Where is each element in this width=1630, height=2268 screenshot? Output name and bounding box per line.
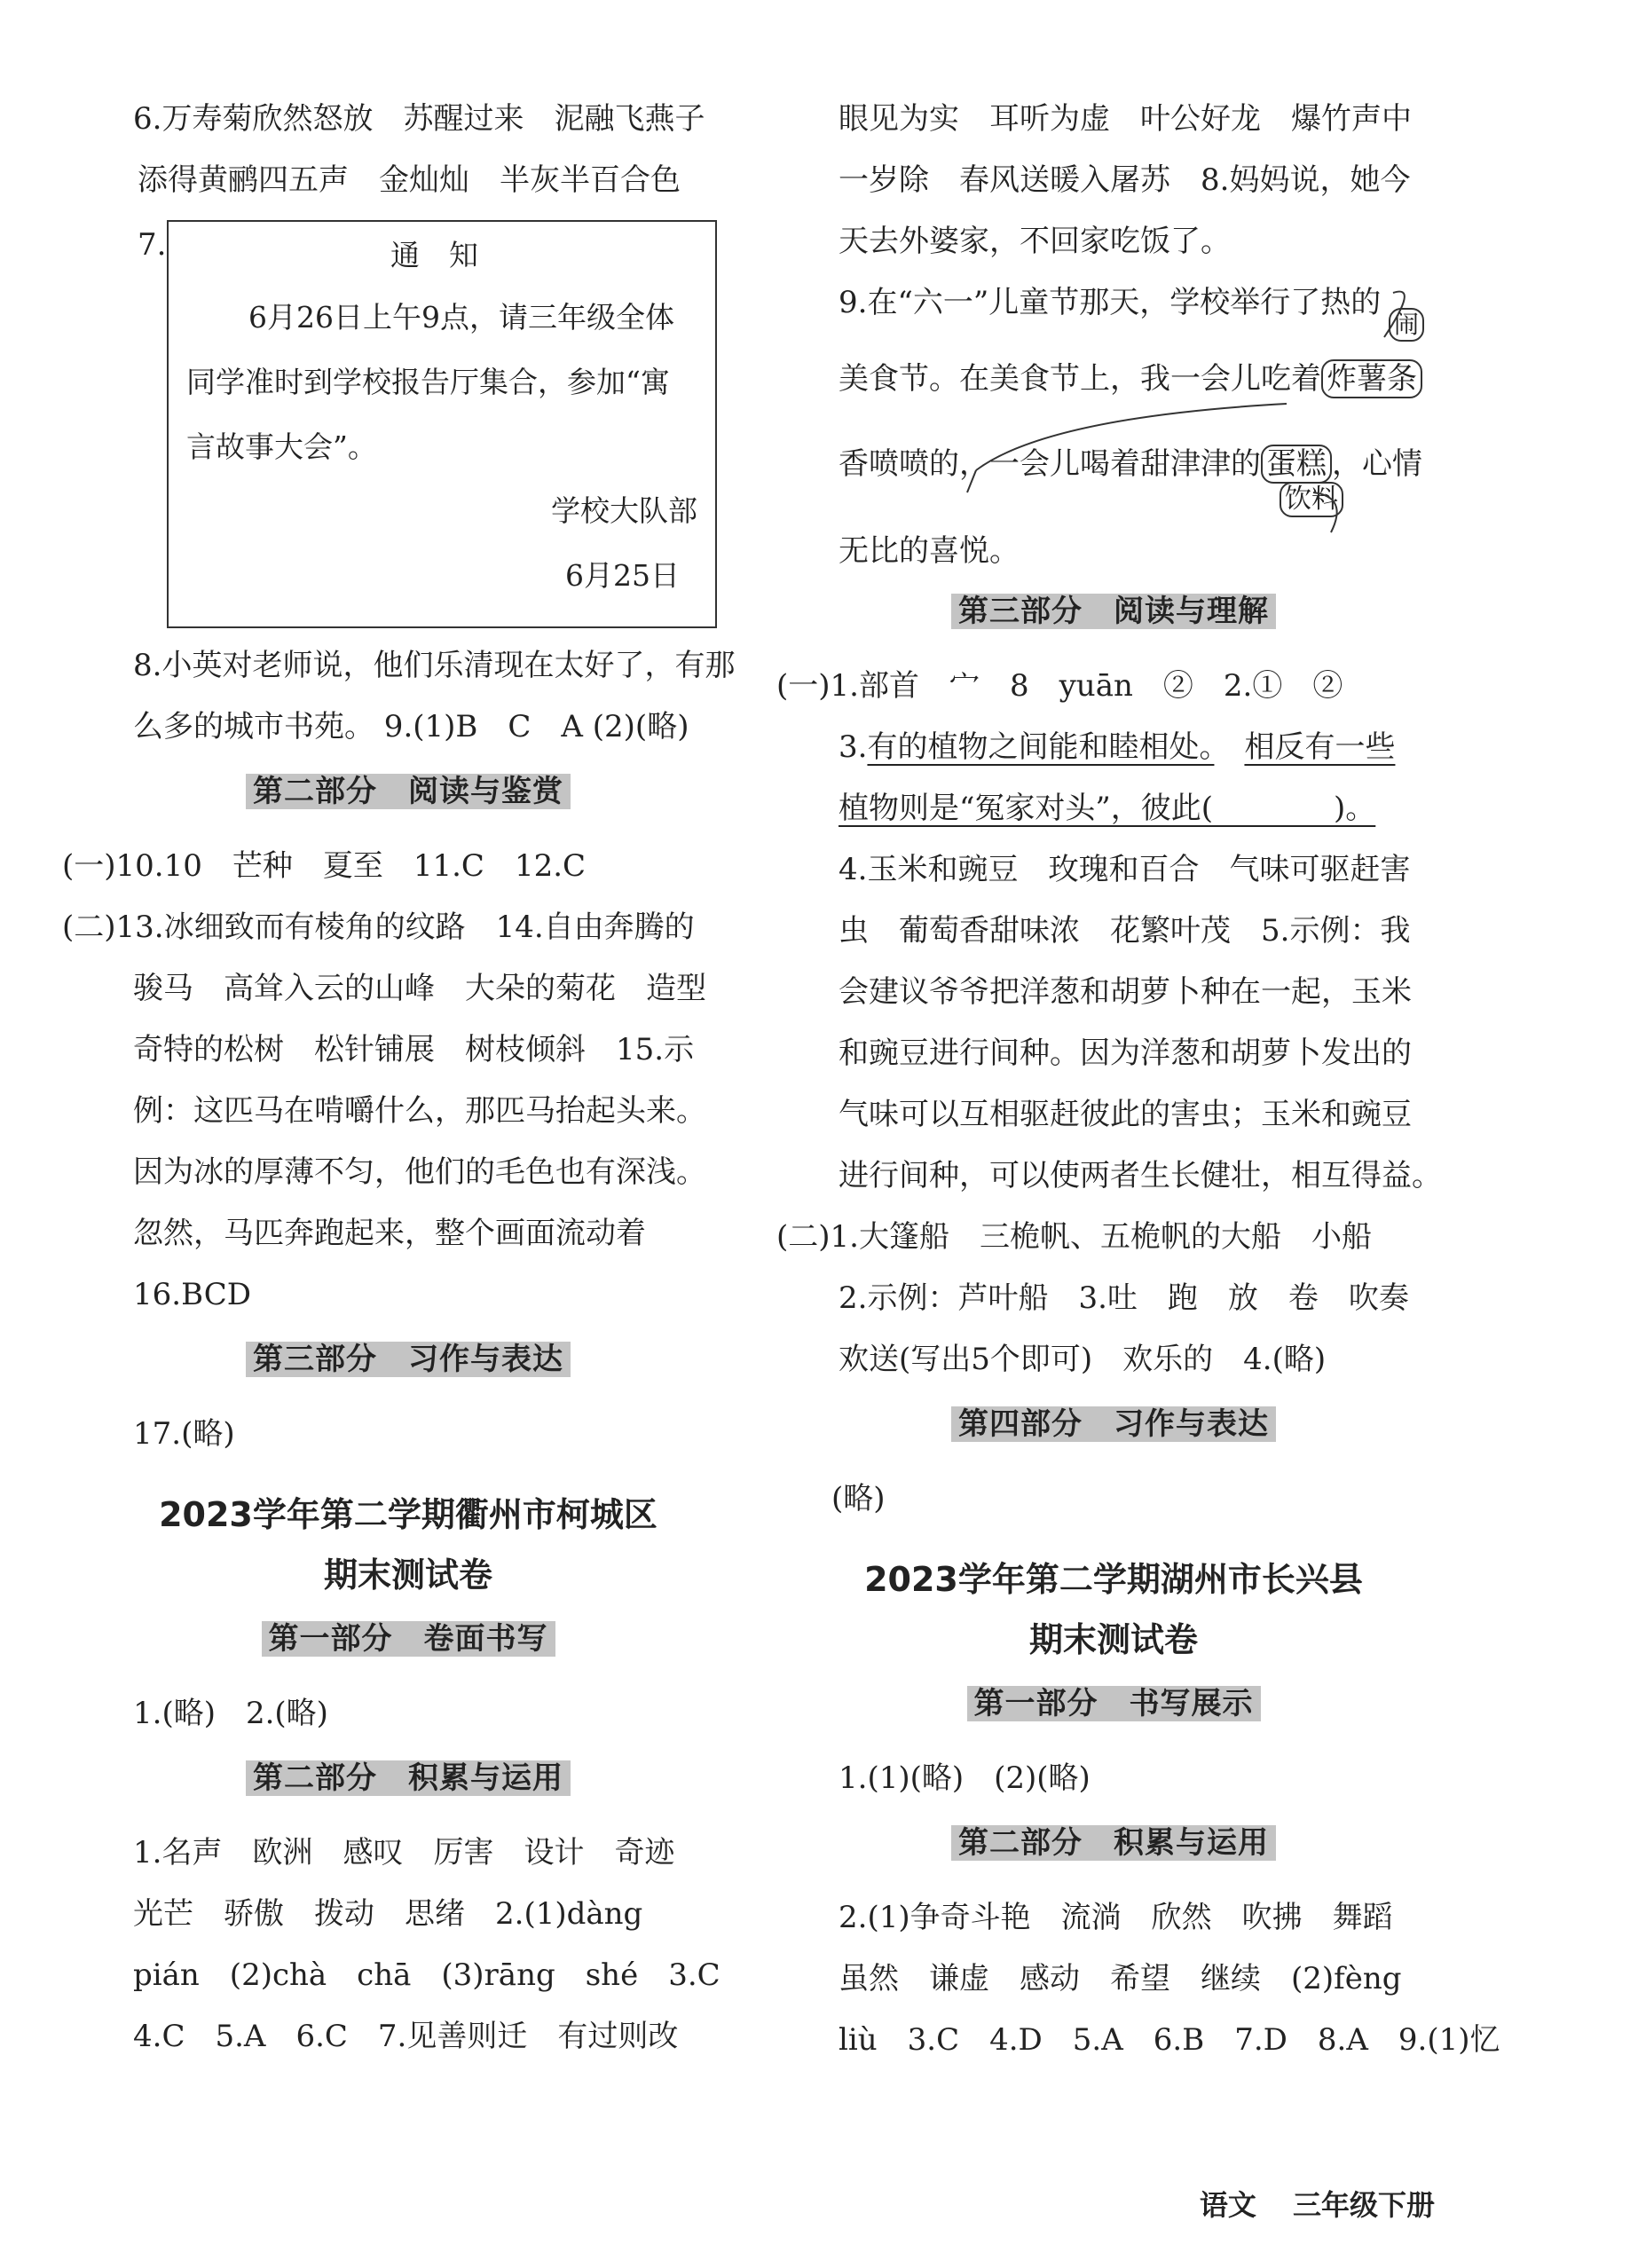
answer-line: 1.(1)(略) (2)(略) [839, 1760, 1091, 1796]
answer-line: 天去外婆家，不回家吃饭了。 [839, 224, 1231, 259]
answer-line: 例：这匹马在啃嚼什么，那匹马抬起头来。 [133, 1093, 706, 1129]
answer-line: 添得黄鹂四五声 金灿灿 半灰半百合色 [138, 162, 681, 198]
exam-title: 期末测试卷 [1028, 1620, 1198, 1659]
answer-text: ，心情 [1332, 446, 1422, 482]
footer-grade: 三年级下册 [1292, 2188, 1435, 2222]
exam-title: 2023学年第二学期湖州市长兴县 [864, 1560, 1363, 1599]
answer-line: 气味可以互相驱赶彼此的害虫；玉米和豌豆 [839, 1097, 1412, 1132]
answer-line: 1.(略) 2.(略) [133, 1696, 328, 1731]
answer-line: 17.(略) [133, 1416, 235, 1452]
section-heading: 第二部分 积累与运用 [62, 1750, 754, 1817]
page-footer [1173, 2183, 1435, 2224]
notice-date: 6月25日 [565, 558, 680, 593]
section-heading: 第三部分 习作与表达 [62, 1331, 754, 1398]
underlined-answer: 植物则是“冤家对头”，彼此( )。 [839, 791, 1376, 826]
answer-line: 虫 葡萄香甜味浓 花繁叶茂 5.示例：我 [839, 913, 1411, 949]
exam-title: 期末测试卷 [323, 1555, 492, 1595]
answer-line: 8.小英对老师说，他们乐清现在太好了，有那 [133, 648, 736, 683]
answer-line: 和豌豆进行间种。因为洋葱和胡萝卜发出的 [839, 1036, 1412, 1071]
answer-line: 虽然 谦虚 感动 希望 继续 (2)fèng [839, 1961, 1402, 1996]
answer-line: 1.名声 欧洲 感叹 厉害 设计 奇迹 [133, 1835, 675, 1870]
question-number: 7. [138, 227, 167, 263]
answer-line: pián (2)chà chā (3)rāng shé 3.C [133, 1957, 721, 1993]
section-heading: 第一部分 卷面书写 [62, 1610, 754, 1678]
answer-line: 会建议爷爷把洋葱和胡萝卜种在一起，玉米 [839, 974, 1412, 1010]
answer-line: 眼见为实 耳听为虚 叶公好龙 爆竹声中 [839, 101, 1412, 137]
answer-line: (略) [831, 1481, 886, 1516]
section-heading: 第三部分 阅读与理解 [776, 583, 1451, 650]
exam-title: 2023学年第二学期衢州市柯城区 [159, 1495, 658, 1534]
answer-text: 9.在“六一”儿童节那天，学校举行了热的 [839, 285, 1382, 320]
answer-line: 16.BCD [133, 1277, 251, 1312]
answer-line: liù 3.C 4.D 5.A 6.B 7.D 8.A 9.(1)忆 [839, 2022, 1500, 2058]
answer-line: (一)1.部首 宀 8 yuān ② 2.① ② [776, 668, 1343, 704]
notice-signature: 学校大队部 [551, 493, 697, 528]
answer-line: (一)10.10 芒种 夏至 11.C 12.C [62, 848, 587, 884]
correction-box: 炸薯条 [1321, 359, 1422, 398]
answer-line: 欢送(写出5个即可) 欢乐的 4.(略) [839, 1342, 1327, 1377]
notice-body: 6月26日上午9点，请三年级全体 [248, 300, 674, 335]
correction-box: 闹 [1389, 308, 1424, 342]
answer-line: 忽然，马匹奔跑起来，整个画面流动着 [133, 1216, 646, 1251]
underlined-answer: 有的植物之间能和睦相处。 [867, 729, 1215, 765]
underlined-answer: 相反有一些 [1244, 729, 1396, 765]
answer-line: 光芒 骄傲 拨动 思绪 2.(1)dàng [133, 1896, 643, 1932]
answer-line: (二)13.冰细致而有棱角的纹路 14.自由奔腾的 [62, 910, 695, 945]
answer-line: (二)1.大篷船 三桅帆、五桅帆的大船 小船 [776, 1219, 1372, 1255]
notice-body: 同学准时到学校报告厅集合，参加“寓 [186, 365, 670, 399]
answer-line: 6.万寿菊欣然怒放 苏醒过来 泥融飞燕子 [133, 101, 705, 137]
correction-box: 饮料 [1280, 482, 1343, 517]
answer-line: 么多的城市书苑。 9.(1)B C A (2)(略) [133, 709, 689, 744]
answer-line: 2.示例：芦叶船 3.吐 跑 放 卷 吹奏 [839, 1280, 1409, 1316]
answer-line: 4.C 5.A 6.C 7.见善则迁 有过则改 [133, 2019, 679, 2054]
answer-line: 一岁除 春风送暖入屠苏 8.妈妈说，她今 [839, 162, 1411, 198]
answer-text: 香喷喷的，一会儿喝着甜津津的 [839, 446, 1261, 482]
section-heading: 第二部分 积累与运用 [776, 1815, 1451, 1882]
answer-line: 骏马 高耸入云的山峰 大朵的菊花 造型 [133, 971, 706, 1006]
answer-line: 2.(1)争奇斗艳 流淌 欣然 吹拂 舞蹈 [839, 1900, 1393, 1935]
answer-text: 美食节。在美食节上，我一会儿吃着 [839, 361, 1321, 397]
correction-box: 蛋糕 [1261, 445, 1332, 484]
notice-title: 通 知 [390, 238, 478, 272]
answer-line: 4.玉米和豌豆 玫瑰和百合 气味可驱赶害 [839, 852, 1411, 887]
section-heading: 第四部分 习作与表达 [776, 1396, 1451, 1463]
section-heading: 第一部分 书写展示 [776, 1675, 1451, 1743]
notice-body: 言故事大会”。 [186, 429, 377, 464]
answer-line: 无比的喜悦。 [839, 533, 1020, 569]
answer-line: 奇特的松树 松针铺展 树枝倾斜 15.示 [133, 1032, 695, 1067]
section-heading: 第二部分 阅读与鉴赏 [62, 763, 754, 831]
answer-line: 3.有的植物之间能和睦相处。 相反有一些 [839, 729, 1396, 765]
answer-line: 因为冰的厚薄不匀，他们的毛色也有深浅。 [133, 1154, 706, 1190]
answer-line: 进行间种，可以使两者生长健壮，相互得益。 [839, 1158, 1442, 1193]
footer-subject: 语文 [1199, 2188, 1256, 2222]
